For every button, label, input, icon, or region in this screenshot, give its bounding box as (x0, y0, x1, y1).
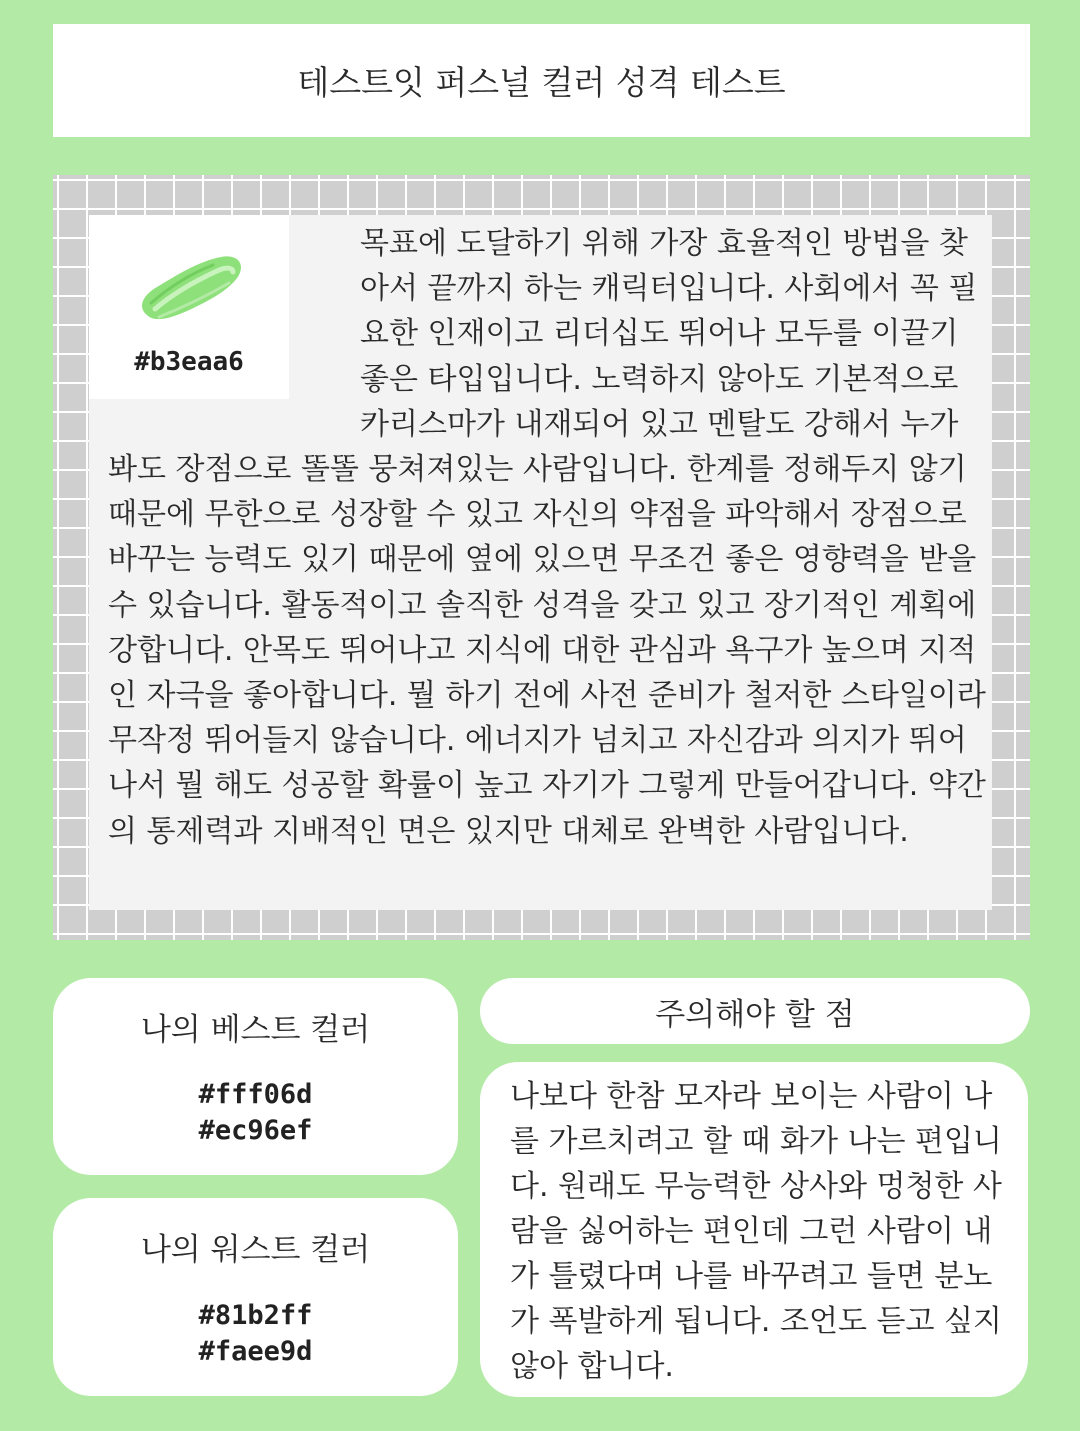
worst-color-list (53, 1298, 458, 1370)
worst-color-2: #faee9d (198, 1336, 313, 1367)
best-color-1: #fff06d (198, 1079, 313, 1110)
personality-description-text: 목표에 도달하기 위해 가장 효율적인 방법을 찾아서 끝까지 하는 캐릭터입니다. 사회에서 꼭 필요한 인재이고 리더십도 뛰어나 모두를 이끌기 좋은 타입입니다. 노력하지 않아도 기본적으로 카리스마가 내재되어 있고 멘탈도 강해서 누가 봐도 장점으로 똘똘 뭉쳐져있는 사람입니다. 한계를 정해두지 않기 때문에 무한으로 성장할 수 있고 자신의 약점을 파악해서 장점으로 바꾸는 능력도 있기 때문에 옆에 있으면 무조건 좋은 영향력을 받을 수 있습니다. 활동적이고 솔직한 성격을 갖고 있고 장기적인 계획에 강합니다. 안목도 뛰어나고 지식에 대한 관심과 욕구가 높으며 지적인 자극을 좋아합니다. 뭘 하기 전에 사전 준비가 철저한 스타일이라 무작정 뛰어들지 않습니다. 에너지가 넘치고 자신감과 의지가 뛰어나서 뭘 해도 성공할 확률이 높고 자기가 그렇게 만들어갑니다. 약간의 통제력과 지배적인 면은 있지만 대체로 완벽한 사람입니다. (108, 226, 986, 849)
page-title-text: 테스트잇 퍼스널 컬러 성격 테스트 (297, 63, 786, 102)
caution-title-card (480, 978, 1030, 1044)
best-color-title: 나의 베스트 컬러 (140, 1012, 371, 1048)
caution-text: 나보다 한참 모자라 보이는 사람이 나를 가르치려고 할 때 화가 나는 편입니다. 원래도 무능력한 상사와 멍청한 사람을 싫어하는 편인데 그런 사람이 내가 틀렸다며 나를 바꾸려고 들면 분노가 폭발하게 됩니다. 조언도 듣고 싶지 않아 합니다. (510, 1079, 1002, 1384)
best-color-list (53, 1077, 458, 1149)
page-title (53, 24, 1030, 137)
best-color-card (53, 978, 458, 1175)
worst-color-title: 나의 워스트 컬러 (140, 1232, 371, 1268)
personality-description (108, 221, 988, 854)
worst-color-1: #81b2ff (198, 1300, 313, 1331)
swatch-hex-code: #b3eaa6 (134, 347, 244, 377)
best-color-2: #ec96ef (198, 1115, 313, 1146)
caution-title: 주의해야 할 점 (655, 996, 855, 1033)
caution-body-card (480, 1062, 1028, 1397)
worst-color-card (53, 1198, 458, 1396)
